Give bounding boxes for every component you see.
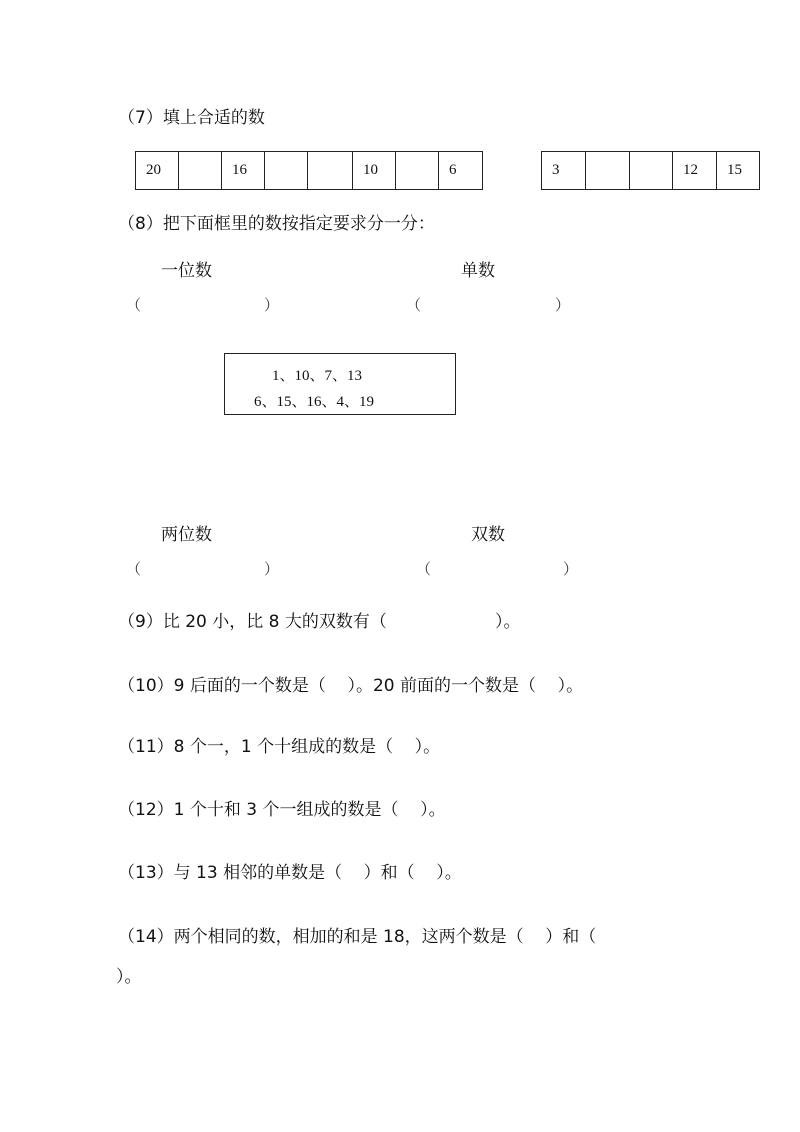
q8-title: （8）把下面框里的数按指定要求分一分： xyxy=(118,214,435,234)
seq-a-cell[interactable]: 6 xyxy=(439,152,483,189)
seq-a-cell[interactable] xyxy=(179,152,222,189)
q12-text: （12）1 个十和 3 个一组成的数是（ ）。 xyxy=(118,800,446,820)
answer-open-paren: （ xyxy=(406,298,422,314)
q11-text: （11）8 个一，1 个十组成的数是（ ）。 xyxy=(118,737,441,757)
number-box xyxy=(224,353,456,415)
q14-text-line1: （14）两个相同的数，相加的和是 18，这两个数是（ ）和（ xyxy=(118,927,597,947)
seq-a-cell[interactable] xyxy=(308,152,353,189)
answer-close-paren: ） xyxy=(555,298,571,314)
q10-text: （10）9 后面的一个数是（ ）。20 前面的一个数是（ ）。 xyxy=(118,676,584,696)
q9-text: （9）比 20 小，比 8 大的双数有（ ）。 xyxy=(118,612,521,632)
answer-open-paren: （ xyxy=(126,298,142,314)
answer-close-paren: ） xyxy=(563,562,579,578)
seq-b-cell[interactable]: 12 xyxy=(673,152,717,189)
seq-a-cell[interactable]: 20 xyxy=(136,152,179,189)
seq-b-cell[interactable]: 3 xyxy=(542,152,586,189)
answer-open-paren: （ xyxy=(126,562,142,578)
number-sequence-b xyxy=(541,151,760,190)
seq-a-cell[interactable]: 10 xyxy=(353,152,396,189)
answer-open-paren: （ xyxy=(416,562,432,578)
category-two-digit-label: 两位数 xyxy=(161,525,212,545)
seq-a-cell[interactable] xyxy=(265,152,308,189)
q7-title: （7）填上合适的数 xyxy=(118,108,265,128)
category-odd-label: 单数 xyxy=(461,261,495,281)
number-box-row: 6、15、16、4、19 xyxy=(254,394,375,410)
answer-close-paren: ） xyxy=(264,298,280,314)
seq-a-cell[interactable]: 16 xyxy=(222,152,265,189)
seq-b-cell[interactable] xyxy=(630,152,673,189)
seq-b-cell[interactable]: 15 xyxy=(717,152,760,189)
number-sequence-a xyxy=(135,151,483,190)
number-box-row: 1、10、7、13 xyxy=(272,368,363,384)
category-even-label: 双数 xyxy=(471,525,505,545)
category-one-digit-label: 一位数 xyxy=(161,261,212,281)
seq-b-cell[interactable] xyxy=(586,152,630,189)
seq-a-cell[interactable] xyxy=(396,152,439,189)
answer-close-paren: ） xyxy=(264,562,280,578)
q14-text-line2: ）。 xyxy=(116,967,142,987)
q13-text: （13）与 13 相邻的单数是（ ）和（ ）。 xyxy=(118,863,462,883)
